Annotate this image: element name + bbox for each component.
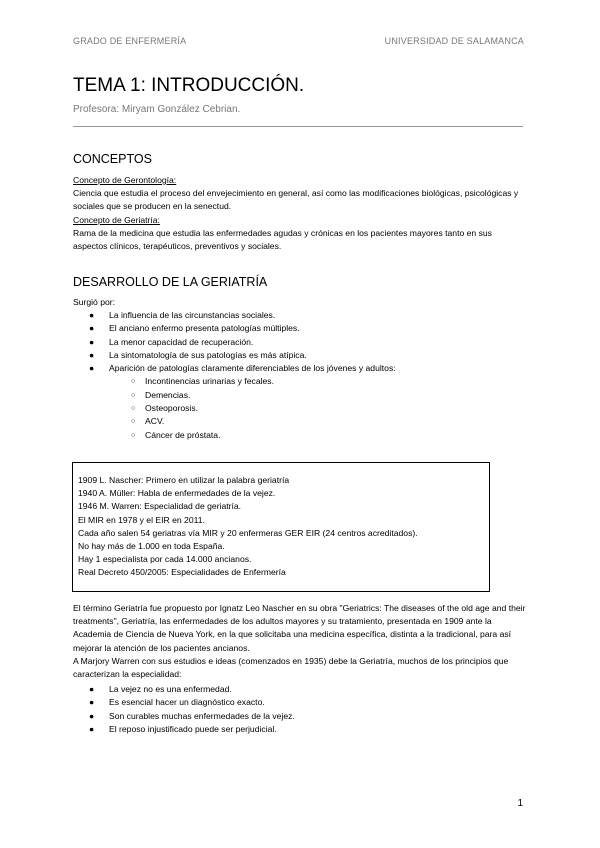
sub-list-item: ○ Demencias. <box>109 389 396 402</box>
header-right: UNIVERSIDAD DE SALAMANCA <box>384 36 524 46</box>
list-item: ● El reposo injustificado puede ser perjudicial. <box>73 723 295 736</box>
circle-bullet-icon: ○ <box>131 431 136 439</box>
list-item: ● Aparición de patologías claramente diferenciables de los jóvenes y adultos: ○ Incontinencias urinarias y fecales. ○ Demencias. ○ Osteoporosis. ○ ACV. ○ Cáncer de próstata. <box>73 362 396 442</box>
conceptos-block <box>73 174 528 253</box>
body-paragraph-1: El término Geriatría fue propuesto por Ignatz Leo Nascher en su obra "Geriatrics: The diseases of the old age and their treatments", Geriatría, las enfermedades de los adultos mayores y su tratamiento, presentada en 1909 ante la Academia de Ciencia de Nueva York, en la que solicitaba una medicina específica, distinta a la tradicional, para así mejorar la atención de los pacientes ancianos. <box>73 603 526 653</box>
bullet-icon: ● <box>89 723 95 734</box>
timeline-line: El MIR en 1978 y el EIR en 2011. <box>78 514 205 525</box>
list-item: ● El anciano enfermo presenta patologías múltiples. <box>73 322 396 335</box>
header-left: GRADO DE ENFERMERÍA <box>73 36 187 46</box>
page-number: 1 <box>517 798 523 809</box>
bullet-icon: ● <box>89 323 95 334</box>
bullet-icon: ● <box>89 336 95 347</box>
circle-bullet-icon: ○ <box>131 391 136 399</box>
gerontologia-text: Ciencia que estudia el proceso del envejecimiento en general, así como las modificaciones biológicas, psicológicas y sociales que se producen en la senectud. <box>73 188 519 212</box>
bullet-icon: ● <box>89 697 95 708</box>
principles-list <box>73 683 295 736</box>
gerontologia-label: Concepto de Gerontología: <box>73 175 177 185</box>
list-item: ● La sintomatología de sus patologías es más atípica. <box>73 349 396 362</box>
timeline-box <box>72 462 490 592</box>
sub-list-item: ○ Incontinencias urinarias y fecales. <box>109 375 396 388</box>
timeline-line: Real Decreto 450/2005: Especialidades de Enfermería <box>78 567 286 578</box>
desarrollo-list <box>73 309 396 442</box>
bullet-icon: ● <box>89 310 95 320</box>
timeline-line: 1940 A. Müller: Habla de enfermedades de la vejez. <box>78 488 276 499</box>
geriatria-text: Rama de la medicina que estudia las enfermedades agudas y crónicas en los pacientes mayores tanto en sus aspectos clínicos, terapéuticos, preventivos y sociales. <box>73 227 492 252</box>
timeline-line: No hay más de 1.000 en toda España. <box>78 541 225 552</box>
list-item: ● La vejez no es una enfermedad. <box>73 683 295 696</box>
timeline-line: Cada año salen 54 geriatras vía MIR y 20 enfermeras GER EIR (24 centros acreditados). <box>78 527 418 538</box>
list-item: ● Son curables muchas enfermedades de la vejez. <box>73 710 295 723</box>
desarrollo-intro: Surgió por: <box>73 297 116 307</box>
section-heading-conceptos: CONCEPTOS <box>73 152 152 166</box>
page-subtitle: Profesora: Miryam González Cebrian. <box>73 104 241 115</box>
page-title: TEMA 1: INTRODUCCIÓN. <box>73 75 305 96</box>
sub-list-item: ○ Osteoporosis. <box>109 402 396 415</box>
sub-list <box>109 375 396 441</box>
section-heading-desarrollo: DESARROLLO DE LA GERIATRÍA <box>73 275 268 289</box>
list-item: ● La menor capacidad de recuperación. <box>73 336 396 349</box>
sub-list-item: ○ Cáncer de próstata. <box>109 429 396 442</box>
list-item: ● La influencia de las circunstancias sociales. <box>73 309 396 322</box>
divider <box>73 126 523 127</box>
timeline-line: 1909 L. Nascher: Primero en utilizar la palabra geriatría <box>78 475 290 485</box>
bullet-icon: ● <box>89 710 95 721</box>
circle-bullet-icon: ○ <box>131 405 136 413</box>
sub-list-item: ○ ACV. <box>109 415 396 428</box>
bullet-icon: ● <box>89 684 95 694</box>
geriatria-label: Concepto de Geriatría: <box>73 214 160 225</box>
circle-bullet-icon: ○ <box>131 418 136 426</box>
bullet-icon: ● <box>89 363 95 374</box>
circle-bullet-icon: ○ <box>131 378 136 386</box>
timeline-line: Hay 1 especialista por cada 14.000 ancianos. <box>78 554 252 565</box>
body-paragraph-2: A Marjory Warren con sus estudios e ideas (comenzados en 1935) debe la Geriatría, muchos de los principios que caracterizan la especialidad: <box>73 656 509 680</box>
bullet-icon: ● <box>89 349 95 360</box>
list-item: ● Es esencial hacer un diagnóstico exacto. <box>73 696 295 709</box>
timeline-line: 1946 M. Warren: Especialidad de geriatría. <box>78 501 242 512</box>
